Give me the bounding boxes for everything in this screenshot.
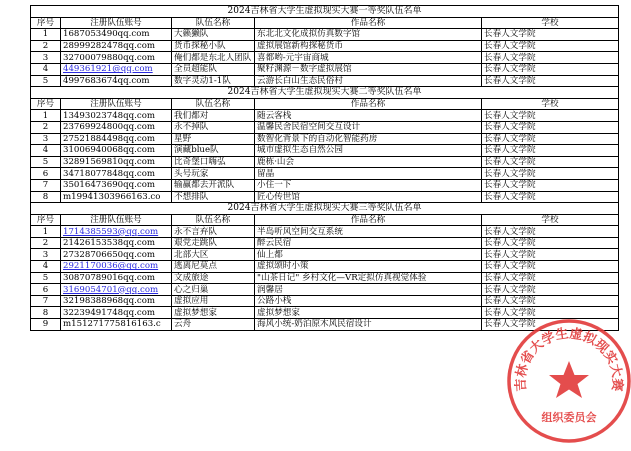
cell-account: m15127177581616​3.c: [61, 319, 172, 331]
cell-team: 永不掉队: [172, 121, 255, 133]
cell-team: 货币探秘小队: [172, 40, 255, 52]
cell-no: 3: [31, 133, 61, 145]
official-seal-stamp: [505, 317, 631, 445]
cell-no: 1: [31, 29, 61, 41]
cell-account: 4997683674qq.com: [61, 75, 172, 87]
cell-account: 23769924800qq.com: [61, 121, 172, 133]
cell-work: 东北北文化成拟仿真数字馆: [255, 29, 482, 41]
column-header: 序号: [31, 98, 61, 110]
column-header: 序号: [31, 17, 61, 29]
cell-school: 长春人文学院: [482, 40, 619, 52]
column-header: 作品名称: [255, 214, 482, 226]
award-list-body: [31, 6, 619, 331]
cell-work: 虚拟展馆新构探秘货币: [255, 40, 482, 52]
table-row: [31, 295, 619, 307]
table-row: [31, 156, 619, 168]
cell-team: 全员超能队: [172, 63, 255, 75]
cell-account: 32891569810qq.com: [61, 156, 172, 168]
cell-school: 长春人文学院: [482, 307, 619, 319]
cell-no: 4: [31, 145, 61, 157]
table-row: [31, 63, 619, 75]
cell-no: 7: [31, 295, 61, 307]
cell-account: 30870789016qq.com: [61, 272, 172, 284]
column-header: 作品名称: [255, 17, 482, 29]
table-row: [31, 179, 619, 191]
cell-work: 半岛听风空间交互系统: [255, 226, 482, 238]
table-row: [31, 145, 619, 157]
table-row: [31, 261, 619, 273]
cell-account: 32198388968qq.com: [61, 295, 172, 307]
cell-work: 云游长白山生态民俗村: [255, 75, 482, 87]
table-row: [31, 133, 619, 145]
section-title: 2024吉林省大学生虚拟现实大赛三等奖队伍名单: [31, 203, 619, 215]
cell-no: 1: [31, 110, 61, 122]
seal-star-icon: [549, 361, 589, 398]
cell-school: 长春人文学院: [482, 295, 619, 307]
cell-school: 长春人文学院: [482, 52, 619, 64]
cell-account: 31006940068qq.com: [61, 145, 172, 157]
cell-work: 随云客栈: [255, 110, 482, 122]
cell-school: 长春人文学院: [482, 284, 619, 296]
table-row: [31, 226, 619, 238]
table-row: [31, 52, 619, 64]
cell-account: 34718077848qq.com: [61, 168, 172, 180]
cell-school: 长春人文学院: [482, 179, 619, 191]
cell-no: 3: [31, 52, 61, 64]
cell-work: 海风小统-奶泊原木风民宿设计: [255, 319, 482, 331]
section-title: 2024吉林省大学生虚拟现实大赛一等奖队伍名单: [31, 6, 619, 18]
table-row: [31, 40, 619, 52]
cell-team: 比奇堡口嗨弘: [172, 156, 255, 168]
column-header: 序号: [31, 214, 61, 226]
column-header-row: [31, 214, 619, 226]
cell-team: 不想排队: [172, 191, 255, 203]
cell-account: 3270007988​0qq.com: [61, 52, 172, 64]
column-header: 学校: [482, 98, 619, 110]
cell-account: 2899928247​8qq.com: [61, 40, 172, 52]
award-list-table: [30, 5, 619, 331]
cell-no: 2: [31, 121, 61, 133]
table-row: [31, 191, 619, 203]
cell-account: [61, 261, 172, 273]
cell-team: 云舟: [172, 319, 255, 331]
column-header: 注册队伍账号: [61, 214, 172, 226]
table-row: [31, 272, 619, 284]
cell-school: 长春人文学院: [482, 168, 619, 180]
cell-account: 21426153538qq.com: [61, 237, 172, 249]
cell-school: 长春人文学院: [482, 145, 619, 157]
column-header: 注册队伍账号: [61, 17, 172, 29]
cell-team: 输赢都去开派队: [172, 179, 255, 191]
cell-account: [61, 284, 172, 296]
table-row: [31, 284, 619, 296]
cell-account: m19941303966163.co: [61, 191, 172, 203]
cell-work: 鹿栋·山会: [255, 156, 482, 168]
cell-no: 6: [31, 168, 61, 180]
cell-no: 6: [31, 284, 61, 296]
cell-work: 仙上都: [255, 249, 482, 261]
cell-no: 1: [31, 226, 61, 238]
cell-school: 长春人文学院: [482, 226, 619, 238]
cell-school: 长春人文学院: [482, 110, 619, 122]
cell-team: 俺们都是东北人团队: [172, 52, 255, 64]
column-header: 队伍名称: [172, 98, 255, 110]
account-link[interactable]: 3169054701@qq.com: [63, 284, 159, 295]
seal-footer: 组织委员会: [541, 411, 597, 424]
cell-school: 长春人文学院: [482, 29, 619, 41]
cell-no: 3: [31, 249, 61, 261]
cell-work: 匠心传世馆: [255, 191, 482, 203]
cell-work: 润馨居: [255, 284, 482, 296]
table-row: [31, 29, 619, 41]
column-header: 学校: [482, 214, 619, 226]
cell-account: 27521884498qq.com: [61, 133, 172, 145]
table-row: [31, 75, 619, 87]
account-link[interactable]: 2921170036@qq.com: [63, 261, 159, 272]
cell-no: 2: [31, 40, 61, 52]
column-header: 注册队伍账号: [61, 98, 172, 110]
section-title: 2024吉林省大学生虚拟现实大赛二等奖队伍名单: [31, 87, 619, 99]
cell-no: 8: [31, 307, 61, 319]
cell-work: 数智化背景下的自动化智能药房: [255, 133, 482, 145]
account-link[interactable]: 449361921@qq.com: [63, 64, 153, 75]
cell-no: 4: [31, 261, 61, 273]
cell-team: 星野: [172, 133, 255, 145]
cell-team: 逃离尼莫点: [172, 261, 255, 273]
cell-work: 小住一下: [255, 179, 482, 191]
cell-no: 7: [31, 179, 61, 191]
cell-school: 长春人文学院: [482, 133, 619, 145]
column-header: 作品名称: [255, 98, 482, 110]
cell-team: 大籁獭队: [172, 29, 255, 41]
cell-no: 5: [31, 272, 61, 284]
cell-school: 长春人文学院: [482, 272, 619, 284]
cell-account: 32239491748qq.com: [61, 307, 172, 319]
cell-team: 数字灵动1-1队: [172, 75, 255, 87]
table-row: [31, 168, 619, 180]
cell-work: 喜都哟-元宇宙商城: [255, 52, 482, 64]
table-row: [31, 249, 619, 261]
cell-account: 1687053490qq.com: [61, 29, 172, 41]
cell-no: 9: [31, 319, 61, 331]
cell-work: 虚拟梦想家: [255, 307, 482, 319]
cell-account: [61, 226, 172, 238]
cell-school: 长春人文学院: [482, 237, 619, 249]
cell-school: 长春人文学院: [482, 191, 619, 203]
section-title-row: [31, 87, 619, 99]
table-row: [31, 237, 619, 249]
cell-school: 长春人文学院: [482, 261, 619, 273]
cell-school: 长春人文学院: [482, 63, 619, 75]
section-title-row: [31, 203, 619, 215]
seal-text: 吉林省大学生虚拟现实大赛: [513, 326, 625, 392]
cell-school: 长春人文学院: [482, 156, 619, 168]
cell-team: 演藏blue队: [172, 145, 255, 157]
cell-no: 2: [31, 237, 61, 249]
cell-work: 温馨民舍民宿空间交互设计: [255, 121, 482, 133]
column-header-row: [31, 17, 619, 29]
cell-team: 我们都对: [172, 110, 255, 122]
cell-school: 长春人文学院: [482, 249, 619, 261]
column-header: 队伍名称: [172, 214, 255, 226]
cell-work: 公路小栈: [255, 295, 482, 307]
table-row: [31, 121, 619, 133]
section-title-row: [31, 6, 619, 18]
cell-account: 13493023748qq.com: [61, 110, 172, 122]
cell-no: 5: [31, 75, 61, 87]
cell-work: 聚籽渊源－数字虚拟展馆: [255, 63, 482, 75]
cell-team: 北部大区: [172, 249, 255, 261]
column-header: 队伍名称: [172, 17, 255, 29]
cell-account: 27328706650qq.com: [61, 249, 172, 261]
cell-account: 35016473690qq.com: [61, 179, 172, 191]
cell-team: 心之归巢: [172, 284, 255, 296]
cell-team: 虚拟应用: [172, 295, 255, 307]
cell-team: 虚拟梦想家: [172, 307, 255, 319]
cell-account: [61, 63, 172, 75]
cell-work: 留晶: [255, 168, 482, 180]
cell-school: 长春人文学院: [482, 319, 619, 331]
cell-work: "山茶日记" 乡村文化—VR定拟仿真视觉体验: [255, 272, 482, 284]
cell-team: 头号玩家: [172, 168, 255, 180]
table-row: [31, 110, 619, 122]
column-header-row: [31, 98, 619, 110]
cell-school: 长春人文学院: [482, 121, 619, 133]
cell-no: 4: [31, 63, 61, 75]
cell-work: 虚拟颂时小策: [255, 261, 482, 273]
cell-no: 5: [31, 156, 61, 168]
cell-school: 长春人文学院: [482, 75, 619, 87]
cell-team: 永不言弃队: [172, 226, 255, 238]
cell-no: 8: [31, 191, 61, 203]
column-header: 学校: [482, 17, 619, 29]
cell-work: 醉云民宿: [255, 237, 482, 249]
cell-work: 城市虚拟生态自然公园: [255, 145, 482, 157]
cell-team: 艰党走跳队: [172, 237, 255, 249]
account-link[interactable]: 1714385593@qq.com: [63, 226, 159, 237]
cell-team: 文成旅途: [172, 272, 255, 284]
